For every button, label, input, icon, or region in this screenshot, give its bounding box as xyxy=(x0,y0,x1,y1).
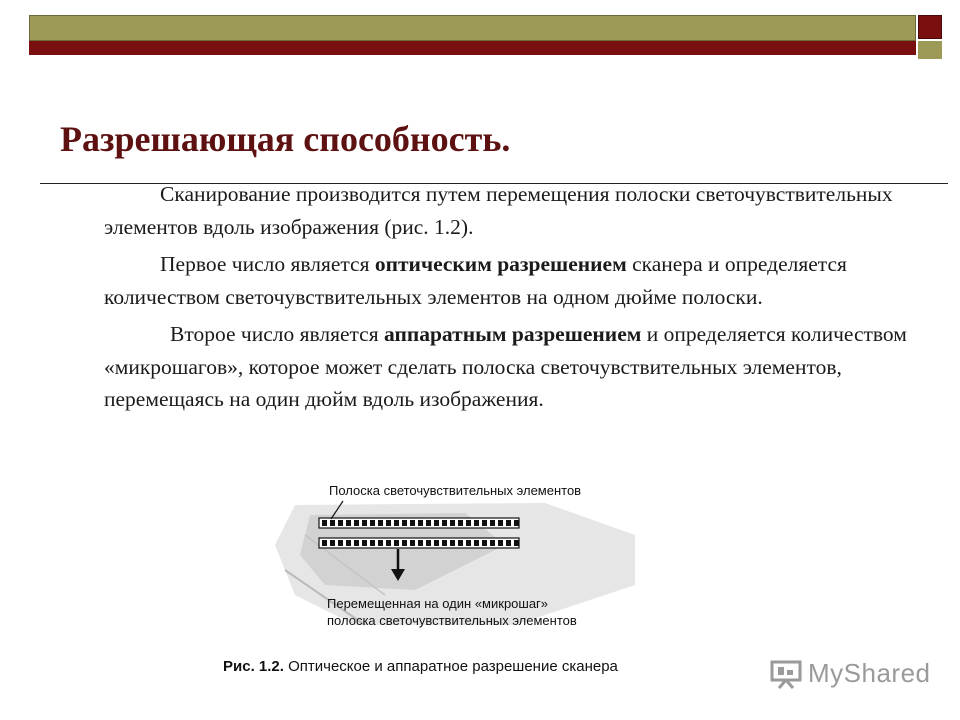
sensor-cell xyxy=(362,520,367,526)
corner-square-red xyxy=(918,15,942,39)
sensor-cell xyxy=(386,520,391,526)
watermark-text: MyShared xyxy=(808,658,931,688)
figure-caption-number: Рис. 1.2. xyxy=(223,658,284,675)
paragraph-2-text-end: сканера и определяется количеством светочувствительных элементов на одном дюйме полоски. xyxy=(104,252,847,309)
sensor-cell xyxy=(354,520,359,526)
sensor-cell xyxy=(498,520,503,526)
slide-title: Разрешающая способность. xyxy=(60,119,511,159)
sensor-cell xyxy=(490,520,495,526)
slide-body xyxy=(104,178,924,421)
paragraph-2-text-start: Первое число является xyxy=(160,252,375,276)
sensor-cell xyxy=(338,540,343,546)
sensor-cell xyxy=(482,520,487,526)
figure-caption-text: Оптическое и аппаратное разрешение сканера xyxy=(283,658,618,675)
sensor-cell xyxy=(514,520,519,526)
sensor-cell xyxy=(322,540,327,546)
sensor-cell xyxy=(410,520,415,526)
sensor-cell xyxy=(434,540,439,546)
paragraph-hardware-resolution xyxy=(104,318,924,416)
sensor-cell xyxy=(458,520,463,526)
sensor-cell xyxy=(418,520,423,526)
figure-caption xyxy=(223,658,618,675)
sensor-cell xyxy=(482,540,487,546)
sensor-cell xyxy=(458,540,463,546)
sensor-cell xyxy=(378,540,383,546)
sensor-cell xyxy=(506,540,511,546)
sensor-cell xyxy=(506,520,511,526)
sensor-cell xyxy=(410,540,415,546)
sensor-cell xyxy=(466,520,471,526)
header-bar-red xyxy=(29,41,916,55)
figure-label-moved-line1: Перемещенная на один «микрошаг» xyxy=(327,596,549,611)
presentation-board-icon xyxy=(770,659,804,689)
sensor-cell xyxy=(370,520,375,526)
paragraph-3-text-start: Второе число является xyxy=(170,322,384,346)
sensor-cell xyxy=(514,540,519,546)
corner-square-olive xyxy=(918,41,942,59)
sensor-cell xyxy=(362,540,367,546)
sensor-cell xyxy=(434,520,439,526)
sensor-cell xyxy=(354,540,359,546)
sensor-cell xyxy=(426,520,431,526)
paragraph-3-text-end: и определяется количеством «микрошагов», которое может сделать полоска светочувствительных элементов, перемещаясь на один дюйм вдоль изображения. xyxy=(104,322,907,411)
sensor-cell xyxy=(378,520,383,526)
term-hardware-resolution: аппаратным разрешением xyxy=(383,322,642,346)
sensor-cell xyxy=(370,540,375,546)
sensor-cell xyxy=(466,540,471,546)
sensor-cell xyxy=(474,540,479,546)
sensor-cell xyxy=(330,540,335,546)
scanner-strip-illustration xyxy=(215,475,735,655)
sensor-cell xyxy=(386,540,391,546)
sensor-cell xyxy=(394,520,399,526)
sensor-cell xyxy=(346,520,351,526)
sensor-cell xyxy=(402,520,407,526)
sensor-cell xyxy=(450,520,455,526)
term-optical-resolution: оптическим разрешением xyxy=(374,252,627,276)
sensor-cell xyxy=(498,540,503,546)
sensor-cell xyxy=(402,540,407,546)
watermark xyxy=(768,656,931,692)
sensor-cell xyxy=(418,540,423,546)
sensor-cell xyxy=(346,540,351,546)
sensor-cell xyxy=(490,540,495,546)
paragraph-scanning: Сканирование производится путем перемещения полоски светочувствительных элементов вдоль изображения (рис. 1.2). xyxy=(104,182,893,239)
figure-scanner-resolution xyxy=(215,475,735,690)
sensor-cell xyxy=(426,540,431,546)
figure-label-strip: Полоска светочувствительных элементов xyxy=(329,483,582,498)
sensor-cell xyxy=(450,540,455,546)
paragraph-optical-resolution xyxy=(104,248,924,313)
figure-label-moved-line2: полоска светочувствительных элементов xyxy=(327,613,577,628)
sensor-cell xyxy=(474,520,479,526)
sensor-cell xyxy=(322,520,327,526)
sensor-cell xyxy=(442,520,447,526)
sensor-cell xyxy=(394,540,399,546)
sensor-cell xyxy=(338,520,343,526)
sensor-cell xyxy=(442,540,447,546)
sensor-cell xyxy=(330,520,335,526)
header-bar-olive xyxy=(29,15,916,41)
